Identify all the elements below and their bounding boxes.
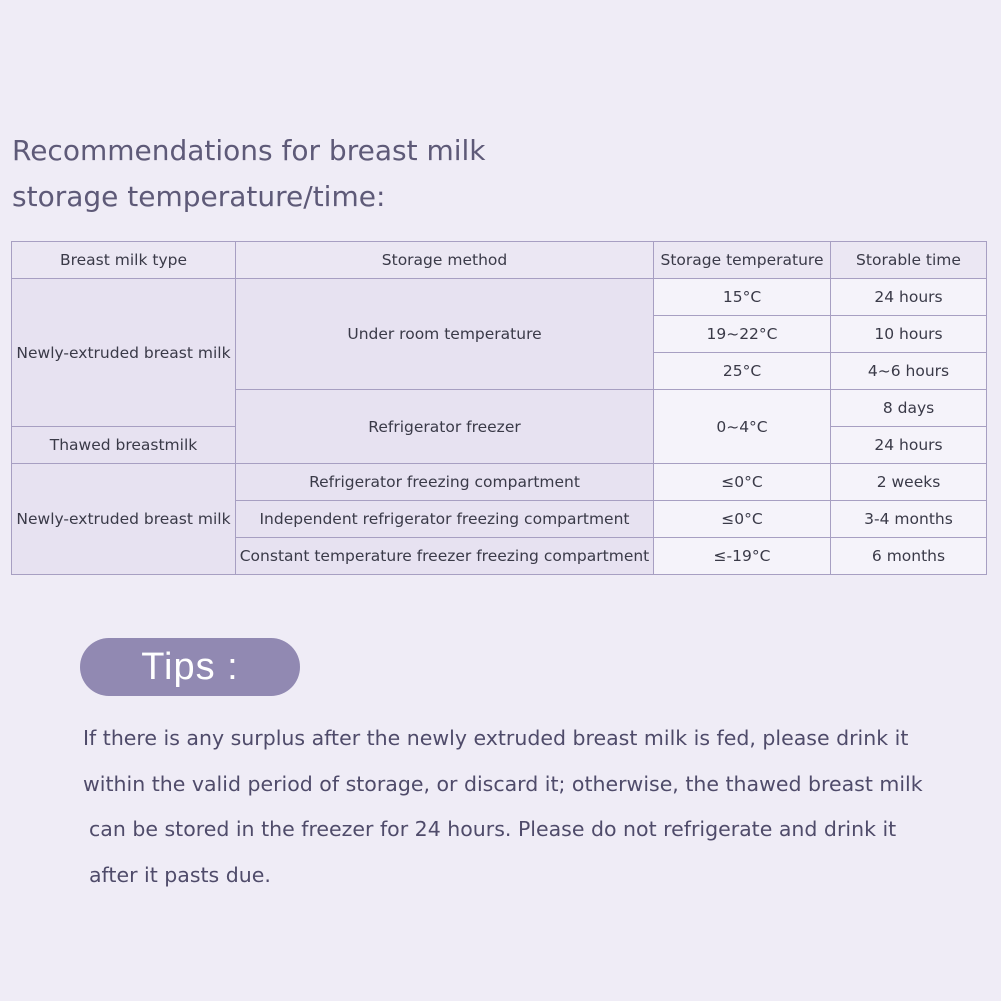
time-3-4-months: 3-4 months [831,501,987,538]
title-line-2: storage temperature/time: [12,180,386,213]
temp-le-0-b: ≤0°C [654,501,831,538]
title-line-1: Recommendations for breast milk [12,134,486,167]
temp-le-0-a: ≤0°C [654,464,831,501]
storage-table [11,241,987,575]
type-thawed: Thawed breastmilk [12,427,236,464]
table-row [12,464,987,501]
page-title [12,128,486,220]
method-constant-temperature-freezer: Constant temperature freezer freezing compartment [236,538,654,575]
header-storable-time: Storable time [831,242,987,279]
method-refrigerator-freezer: Refrigerator freezer [236,390,654,464]
time-4-6-hours: 4~6 hours [831,353,987,390]
time-10-hours: 10 hours [831,316,987,353]
tips-badge: Tips : [80,638,300,696]
method-independent-freezing-compartment: Independent refrigerator freezing compartment [236,501,654,538]
tips-paragraph [83,716,983,898]
time-24-hours-room: 24 hours [831,279,987,316]
header-storage-temperature: Storage temperature [654,242,831,279]
tips-line-4: after it pasts due. [89,862,271,887]
time-2-weeks: 2 weeks [831,464,987,501]
header-breast-milk-type: Breast milk type [12,242,236,279]
type-newly-extruded: Newly-extruded breast milk [12,279,236,427]
tips-line-2: within the valid period of storage, or discard it; otherwise, the thawed breast milk [83,771,923,796]
type-newly-extruded-frozen: Newly-extruded breast milk [12,464,236,575]
method-room-temperature: Under room temperature [236,279,654,390]
temp-25: 25°C [654,353,831,390]
temp-0-4: 0~4°C [654,390,831,464]
time-6-months: 6 months [831,538,987,575]
method-refrigerator-freezing-compartment: Refrigerator freezing compartment [236,464,654,501]
temp-15: 15°C [654,279,831,316]
time-8-days: 8 days [831,390,987,427]
tips-line-1: If there is any surplus after the newly extruded breast milk is fed, please drink it [83,726,909,750]
tips-line-3: can be stored in the freezer for 24 hours. Please do not refrigerate and drink it [89,817,897,841]
time-24-hours-thawed: 24 hours [831,427,987,464]
temp-le-minus-19: ≤-19°C [654,538,831,575]
table-row [12,279,987,316]
table-header-row [12,242,987,279]
temp-19-22: 19~22°C [654,316,831,353]
header-storage-method: Storage method [236,242,654,279]
